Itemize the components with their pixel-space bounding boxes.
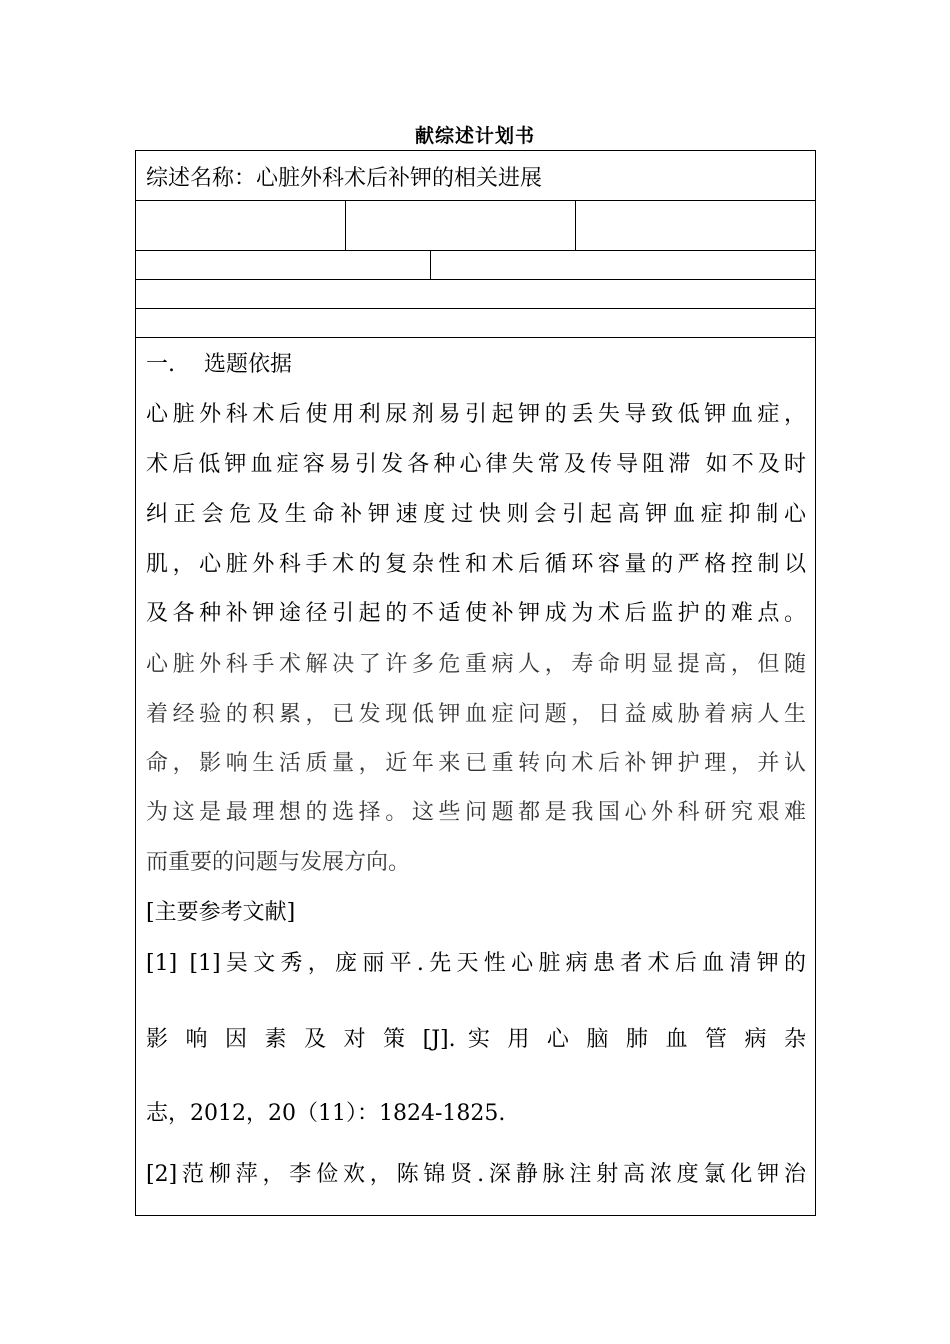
reference-line: 志，2012，20（11）：1824-1825. bbox=[146, 1101, 506, 1126]
reference-line: [2]范柳萍，李俭欢，陈锦贤.深静脉注射高浓度氯化钾治 bbox=[146, 1162, 806, 1187]
review-name-row bbox=[136, 151, 815, 201]
reference-line: [1] [1]吴文秀，庞丽平.先天性心脏病患者术后血清钾的 bbox=[146, 951, 806, 976]
info-row-3 bbox=[136, 280, 815, 309]
section-heading: 一. 选题依据 bbox=[146, 352, 292, 377]
paragraph-line: 术后低钾血症容易引发各种心律失常及传导阻滞 如不及时 bbox=[146, 452, 806, 477]
cell-divider bbox=[575, 201, 576, 250]
cell-divider bbox=[430, 251, 431, 279]
paragraph-line: 纠正会危及生命补钾速度过快则会引起高钾血症抑制心 bbox=[146, 502, 806, 527]
plan-table bbox=[135, 150, 816, 1216]
paragraph-line: 命，影响生活质量，近年来已重转向术后补钾护理，并认 bbox=[146, 751, 806, 776]
info-row-2 bbox=[136, 251, 815, 280]
reference-line: 影 响 因 素 及 对 策 [J]. 实 用 心 脑 肺 血 管 病 杂 bbox=[146, 1027, 806, 1052]
document-title: 献综述计划书 bbox=[414, 125, 535, 147]
paragraph-line: 为这是最理想的选择。这些问题都是我国心外科研究艰难 bbox=[146, 800, 806, 825]
cell-divider bbox=[345, 201, 346, 250]
paragraph-line: 而重要的问题与发展方向。 bbox=[146, 850, 411, 875]
paragraph-line: 肌，心脏外科手术的复杂性和术后循环容量的严格控制以 bbox=[146, 552, 806, 577]
info-row-4 bbox=[136, 309, 815, 338]
review-name: 综述名称：心脏外科术后补钾的相关进展 bbox=[146, 166, 543, 191]
paragraph-line: 心脏外科术后使用利尿剂易引起钾的丢失导致低钾血症， bbox=[146, 402, 806, 427]
paragraph-line: 及各种补钾途径引起的不适使补钾成为术后监护的难点。 bbox=[146, 601, 806, 626]
info-row-1 bbox=[136, 201, 815, 251]
paragraph-line: 着经验的积累，已发现低钾血症问题，日益威胁着病人生 bbox=[146, 702, 806, 727]
paragraph-line: 心脏外科手术解决了许多危重病人，寿命明显提高，但随 bbox=[146, 652, 806, 677]
references-heading: [主要参考文献] bbox=[146, 900, 296, 925]
